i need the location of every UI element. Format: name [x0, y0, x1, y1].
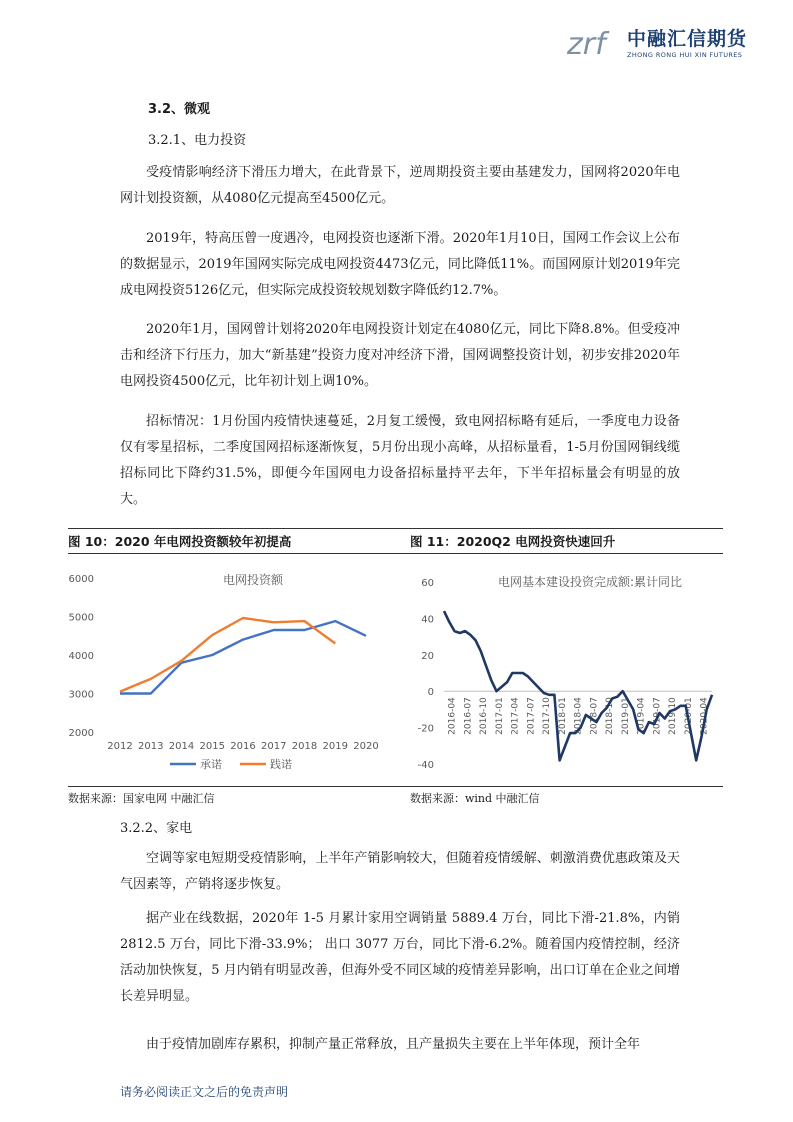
- paragraph-2: 2019年，特高压曾一度遇冷，电网投资也逐渐下滑。2020年1月10日，国网工作会议上公布的数据显示，2019年国网实际完成电网投资4473亿元，同比降低11%。而国网原计划2019年完成电网投资5126亿元，但实际完成投资较规划数字降低约12.7%。: [120, 231, 680, 298]
- logo-english-name: ZHONG RONG HUI XIN FUTURES: [627, 51, 743, 59]
- series-line-yoy: [444, 611, 712, 760]
- logo-chinese-name: 中融汇信期货: [627, 28, 748, 50]
- paragraph-4: 招标情况：1月份国内疫情快速蔓延，2月复工缓慢，致电网招标略有延后，一季度电力设备仅有零星招标，二季度国网招标逐渐恢复，5月份出现小高峰，从招标量看，1-5月份国网铜线缆招标同比下降约31.5%，即便今年国网电力设备招标量持平去年，下半年招标量会有明显的放大。: [120, 414, 680, 507]
- x-tick-label: 2018-01: [557, 697, 568, 735]
- figure-10-title: 图 10：2020 年电网投资额较年初提高: [68, 534, 292, 549]
- chart-title: 电网基本建设投资完成额:累计同比: [497, 575, 683, 589]
- y-tick-label: 60: [421, 578, 434, 589]
- figure-11-source: 数据来源：wind 中融汇信: [410, 792, 540, 805]
- x-tick-label: 2016-04: [447, 697, 458, 735]
- paragraph-3: 2020年1月，国网曾计划将2020年电网投资计划定在4080亿元，同比下降8.8%。但受疫冲击和经济下行压力，加大“新基建”投资力度对冲经济下滑，国网调整投资计划，初步安排2020年电网投资4500亿元，比年初计划上调10%。: [120, 322, 680, 389]
- y-tick-label: -40: [417, 760, 434, 771]
- disclaimer-footer: 请务必阅读正文之后的免责声明: [120, 1085, 289, 1099]
- paragraph-6: 据产业在线数据，2020年 1-5 月累计家用空调销量 5889.4 万台，同比下滑-21.8%，内销 2812.5 万台，同比下滑-33.9%； 出口 3077 万台，同比下滑-6.2%。随着国内疫情控制，经济活动加快恢复，5 月内销有明显改善，但海外受不同区域的疫情差异影响，出口订单在企业之间增长差异明显。: [120, 911, 680, 1004]
- x-tick-label: 2020-04: [699, 697, 710, 735]
- y-tick-label: 2000: [68, 728, 94, 739]
- x-tick-label: 2017-01: [494, 697, 505, 735]
- paragraph-5: 空调等家电短期受疫情影响，上半年产销影响较大，但随着疫情缓解、刺激消费优惠政策及天气因素等，产销将逐步恢复。: [120, 851, 680, 892]
- x-tick-label: 2019-01: [620, 697, 631, 735]
- x-tick-label: 2014: [168, 741, 195, 752]
- y-tick-label: 4000: [68, 651, 94, 662]
- chart-title: 电网投资额: [222, 573, 284, 587]
- x-tick-label: 2017-07: [526, 697, 537, 735]
- x-tick-label: 2018-10: [605, 697, 616, 735]
- section-heading: 3.2、微观: [148, 102, 211, 117]
- chart-grid-construction-yoy: [410, 560, 730, 780]
- figure-bottom-rule: [68, 786, 723, 787]
- y-tick-label: 6000: [68, 574, 94, 585]
- y-tick-label: 5000: [68, 612, 94, 624]
- y-tick-label: 20: [421, 650, 434, 662]
- logo-mark-icon: [565, 16, 631, 62]
- figure-title-rule: [68, 553, 723, 554]
- subsection-power-investment: 3.2.1、电力投资: [148, 133, 247, 148]
- x-tick-label: 2019-04: [636, 697, 647, 735]
- subsection-home-appliances: 3.2.2、家电: [120, 821, 193, 836]
- paragraph-7: 由于疫情加剧库存累积，抑制产量正常释放，且产量损失主要在上半年体现，预计全年: [146, 1037, 641, 1052]
- x-tick-label: 2017: [261, 741, 287, 752]
- x-tick-label: 2020: [353, 741, 379, 752]
- x-tick-label: 2017-04: [510, 697, 521, 735]
- company-logo: [565, 16, 770, 66]
- logo-mark-text: zrf: [567, 27, 606, 62]
- x-tick-label: 2016-07: [463, 697, 474, 735]
- x-tick-label: 2012: [107, 741, 133, 752]
- legend-label: 承诺: [200, 758, 222, 771]
- x-tick-label: 2018: [291, 741, 318, 752]
- x-tick-label: 2019: [322, 741, 348, 752]
- x-tick-label: 2016: [230, 741, 256, 752]
- x-tick-label: 2019-07: [652, 697, 663, 735]
- x-tick-label: 2013: [138, 741, 164, 752]
- figure-10-source: 数据来源：国家电网 中融汇信: [68, 792, 215, 805]
- x-tick-label: 2015: [199, 741, 225, 752]
- x-tick-label: 2016-10: [479, 697, 490, 735]
- y-tick-label: -20: [417, 723, 434, 735]
- legend-label: 践诺: [270, 758, 292, 771]
- paragraph-1: 受疫情影响经济下滑压力增大，在此背景下，逆周期投资主要由基建发力，国网将2020年电网计划投资额，从4080亿元提高至4500亿元。: [120, 165, 680, 206]
- series-line-承诺: [120, 621, 366, 693]
- x-tick-label: 2020-01: [683, 697, 694, 735]
- y-tick-label: 40: [421, 614, 434, 626]
- y-tick-label: 0: [427, 687, 434, 699]
- x-tick-label: 2018-07: [589, 697, 600, 735]
- figure-11-title: 图 11：2020Q2 电网投资快速回升: [410, 534, 616, 549]
- x-tick-label: 2019-10: [668, 697, 679, 735]
- chart-grid-investment: [68, 560, 398, 780]
- figure-top-rule: [68, 528, 723, 529]
- x-tick-label: 2017-10: [542, 697, 553, 735]
- y-tick-label: 3000: [68, 689, 94, 701]
- x-tick-label: 2018-04: [573, 697, 584, 735]
